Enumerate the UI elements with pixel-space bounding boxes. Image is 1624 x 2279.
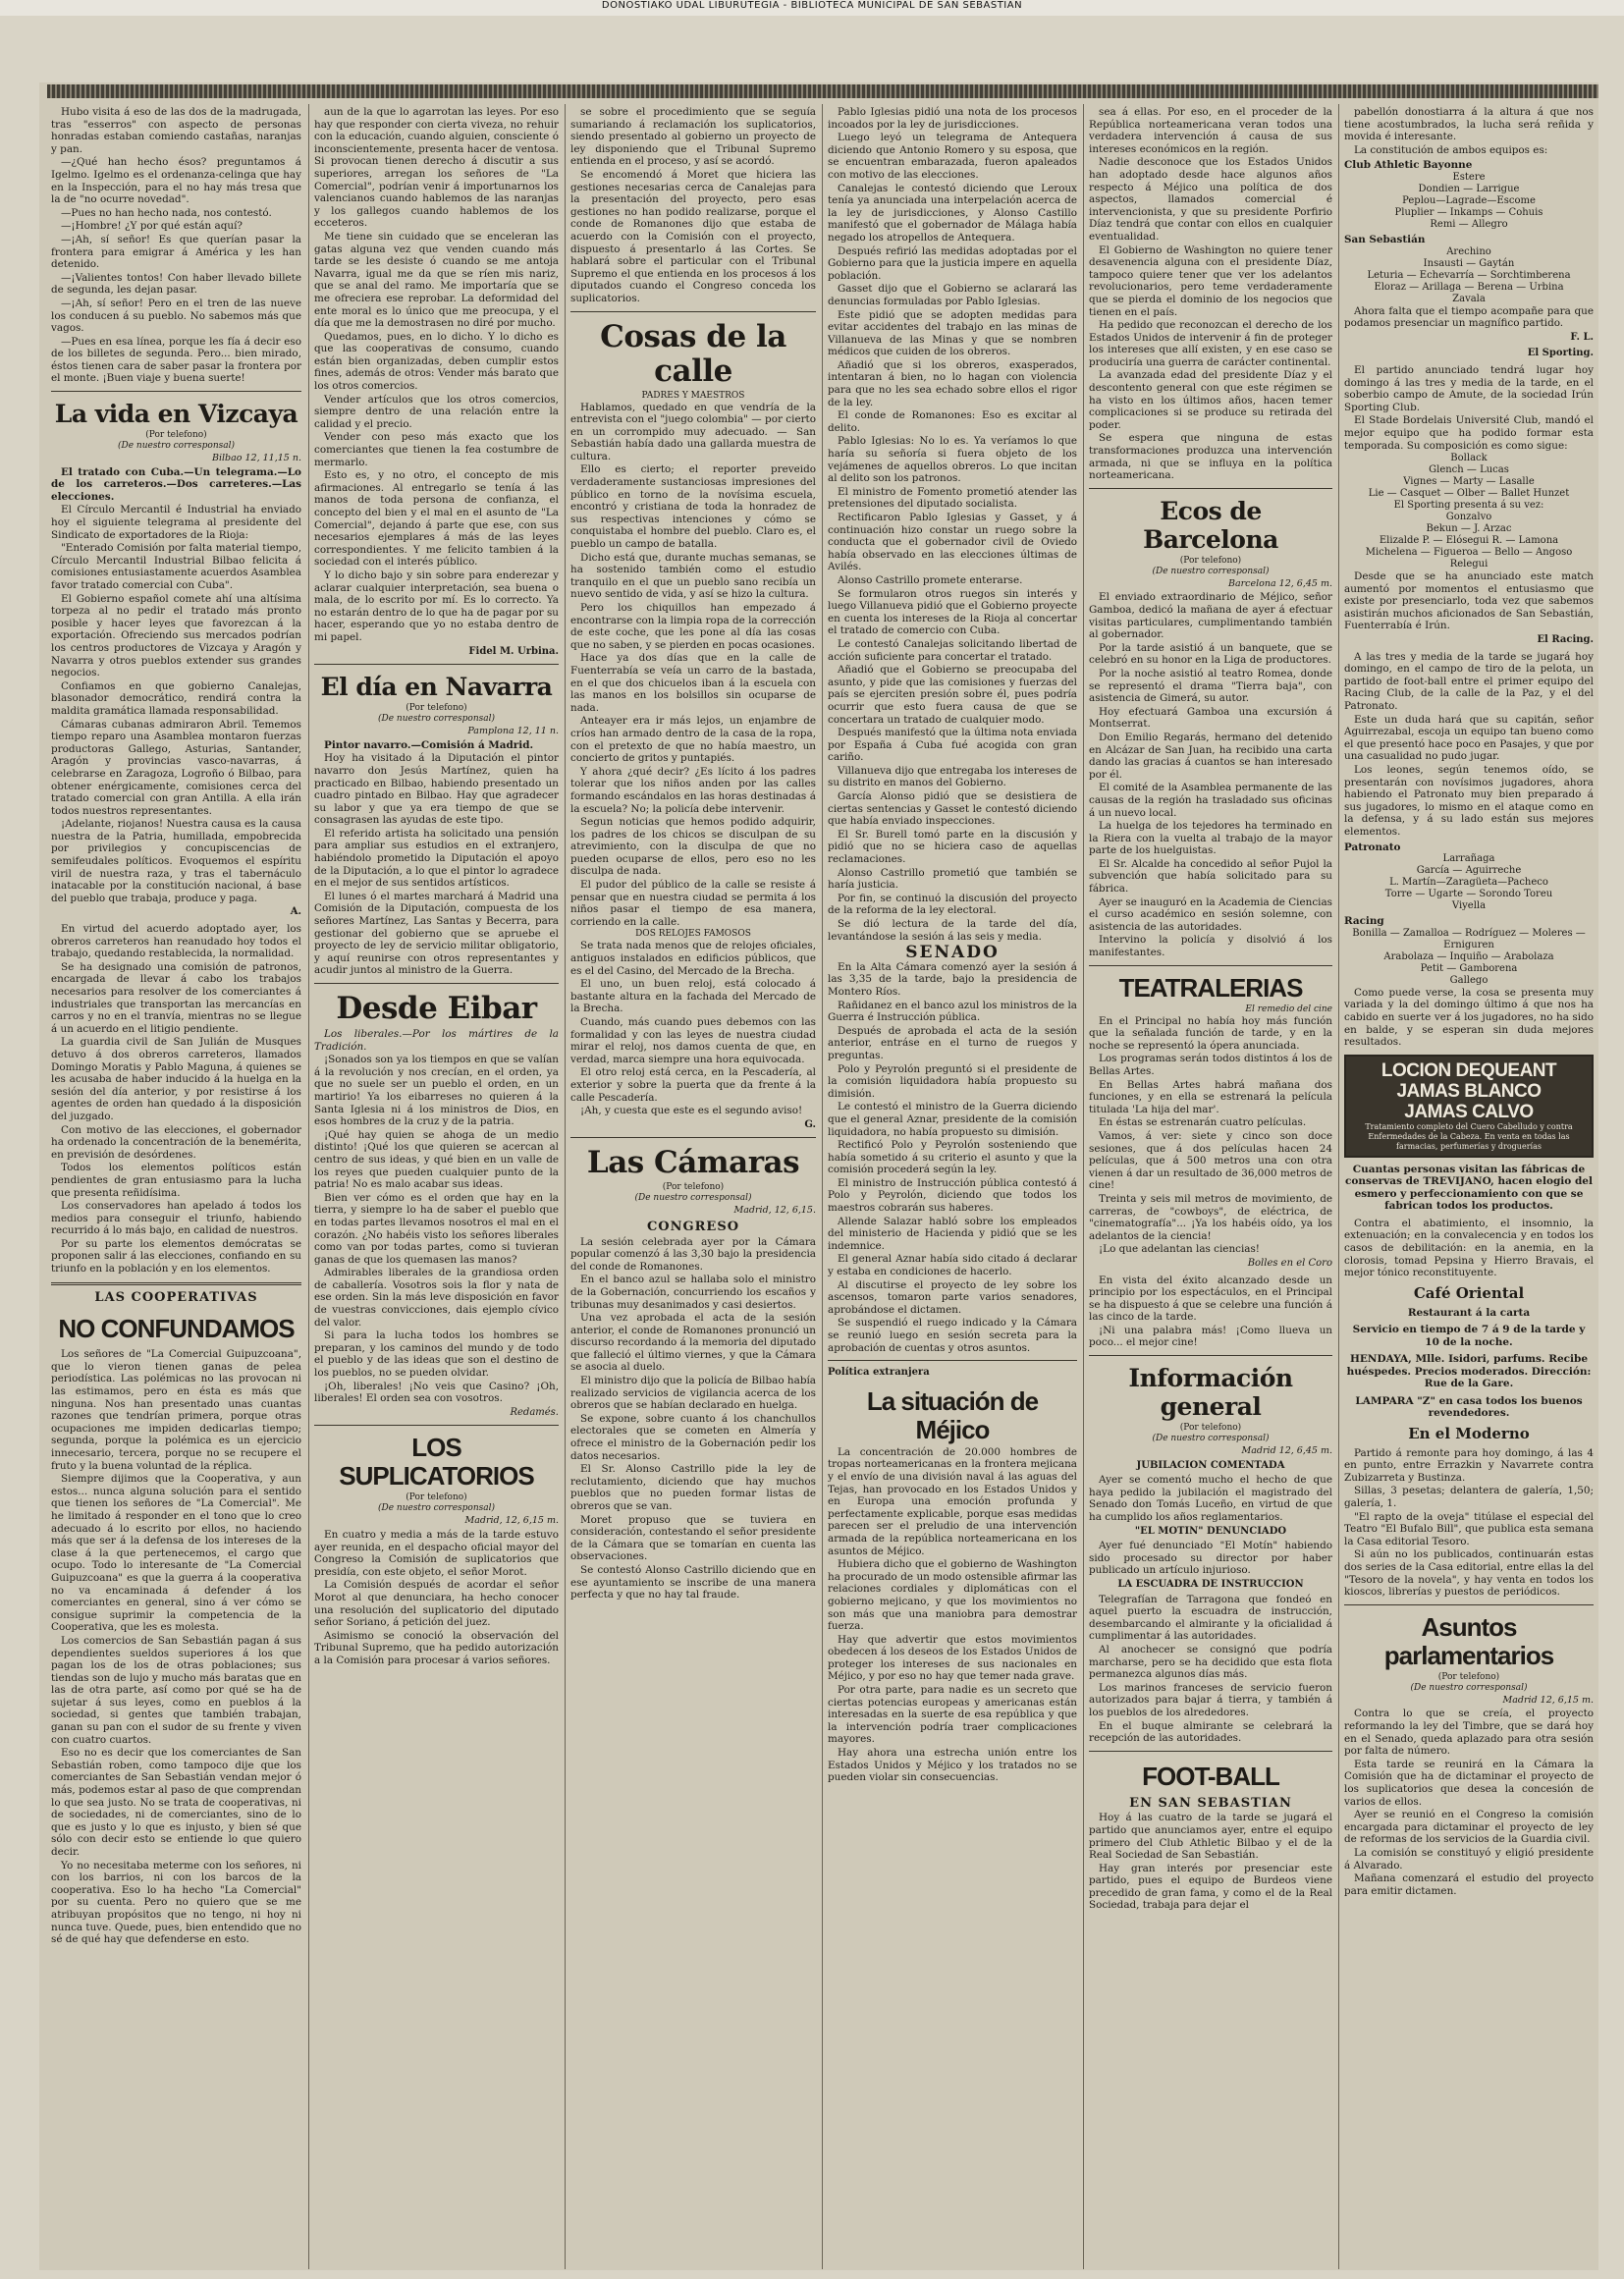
lineup-line: Arabolaza — Inquiño — Arabolaza — [1383, 950, 1554, 962]
lineup-line: Petit — Gamborena — [1420, 962, 1518, 974]
paragraph: Los leones, según tenemos oído, se presentarán con novísimos jugadores, ahora habiendo el Patronato muy bien preparado á sus jugadores, lo mismo en el ataque como en la defensa, y á su lado están sus mejores elementos. — [1344, 764, 1594, 838]
notice-hendaya: HENDAYA, Mlle. Isidori, parfums. Recibe huéspedes. Precios moderados. Dirección: Rue de la Gare. — [1346, 1353, 1592, 1390]
signature: Fidel M. Urbina. — [468, 645, 559, 657]
paragraph: ¡Sonados son ya los tiempos en que se valían á la revolución y nos crecían, en el orden, ya que no suele ser un pueblo el orden, en un martirio! Ya los eibarreses no quieren á la Santa Iglesia ni á los ministros de Dios, en esos hombres de la cruz y de la patria. — [314, 1054, 559, 1128]
headline-mejico: La situación de Méjico — [866, 1385, 1039, 1444]
headline-football: FOOT-BALL — [1142, 1761, 1279, 1791]
divider — [51, 391, 301, 392]
cafe-subheading: Restaurant á la carta — [1407, 1306, 1531, 1319]
paragraph: La comisión se constituyó y eligió presidente á Alvarado. — [1344, 1846, 1594, 1872]
paragraph: Admirables liberales de la grandiosa orden de caballería. Vosotros sois la flor y nata de ese orden. Sin la más leve disposición en favor de vuestras convicciones, dais ejemplo cívico del valor. — [314, 1267, 559, 1329]
paragraph: se sobre el procedimiento que se seguía sumariando á reclamación los suplicatorios, siendo presentado al gobierno un proyecto de ley disponiendo que el Tribunal Supremo entienda en el proceso, y así se acordó. — [570, 106, 816, 168]
paragraph: Mañana comenzará el estudio del proyecto para emitir dictamen. — [1344, 1872, 1594, 1897]
paragraph: Rectificaron Pablo Iglesias y Gasset, y á continuación hizo constar un ruego sobre la conducta que el gobernador civil de Oviedo había observado en las elecciones últimas de Avilés. — [828, 512, 1077, 573]
paragraph: Si para la lucha todos los hombres se preparan, y los caminos del mundo y de todo el pueblo y de las ideas que son el destino de los pueblos, no se pueden olvidar. — [314, 1329, 559, 1380]
paragraph: Esta tarde se reunirá en la Cámara la Comisión que ha de dictaminar el proyecto de los suplicatorios que desea la concesión de varios de ellos. — [1344, 1758, 1594, 1808]
paragraph: —Pues en esa línea, porque les fía á decir eso de los billetes de segunda. Pero... bien mirado, éstos tienen cara de saber pasar la frontera por el monte. ¡Buen viaje y buena suerte! — [51, 335, 301, 385]
paragraph: El enviado extraordinario de Méjico, señor Gamboa, dedicó la mañana de ayer á efectuar visitas particulares, cumplimentando también al gobernador. — [1089, 591, 1332, 641]
paragraph: Hay gran interés por presenciar este partido, pues el equipo de Burdeos viene precedido de gran fama, y como el de la Real Sociedad, trabaja para dejar el — [1089, 1862, 1332, 1912]
paragraph: El Círculo Mercantil é Industrial ha enviado hoy el siguiente telegrama al presidente del Sindicato de exportadores de la Rioja: — [51, 504, 301, 541]
paragraph: La constitución de ambos equipos es: — [1354, 143, 1548, 156]
paragraph: Rañidanez en el banco azul los ministros de la Guerra é Instrucción pública. — [828, 999, 1077, 1024]
paragraph: El Gobierno de Washington no quiere tener desavenencia alguna con el presidente Díaz, tampoco quiere tener que ver los adelantos revolucionarios, pero teme verdaderamente que se pierda el dominio de los negocios que tienen en el país. — [1089, 244, 1332, 318]
lineup-line: Bonilla — Zamalloa — Rodríguez — Moleres — Erniguren — [1352, 927, 1586, 950]
paragraph: Contra lo que se creía, el proyecto reformando la ley del Timbre, que se dará hoy en el Senado, queda aplazado para otra sesión por falta de número. — [1344, 1708, 1594, 1758]
paragraph: El ministro de Instrucción pública contestó á Polo y Peyrolón, diciendo que todos los maestros cobrarán sus haberes. — [828, 1176, 1077, 1215]
lineup-line: Leturia — Echevarría — Sorchtimberena — [1367, 269, 1571, 281]
subheading: El remedio del cine — [1245, 1004, 1332, 1014]
paragraph: —¡Ah, sí señor! Pero en el tren de las nueve los conducen á su pueblo. No sabemos más que vagos. — [51, 297, 301, 335]
lineup-line: Zavala — [1452, 293, 1486, 304]
paragraph: La avanzada edad del presidente Díaz y el descontento general con que este régimen se ha visto en los últimos años, hacen temer complicaciones si se produce su retirada del poder. — [1089, 369, 1332, 431]
paragraph: Por la tarde asistió á un banquete, que se celebró en su honor en la Liga de productores. — [1089, 641, 1332, 667]
lineup-line: Gallego — [1449, 974, 1489, 986]
paragraph: Allende Salazar habló sobre los empleados del ministerio de Hacienda y pidió que se les indemnice. — [828, 1215, 1077, 1252]
paragraph: El Sr. Alcalde ha concedido al señor Pujol la subvención que había solicitado para su fábrica. — [1089, 857, 1332, 895]
byline: (Por telefono) — [406, 703, 467, 714]
paragraph: Los programas serán todos distintos á los de Bellas Artes. — [1089, 1053, 1332, 1077]
ad-title: JAMAS CALVO — [1404, 1101, 1534, 1122]
summary: El tratado con Cuba.—Un telegrama.—Lo de los carreteros.—Dos carreteres.—Las elecciones. — [51, 465, 301, 503]
paragraph: Hoy ha visitado á la Diputación el pintor navarro don Jesús Martínez, quien ha practicado en Bilbao, habiendo presentado un cuadro pintado en Bilbao. Hay que agradecer su labor y que ya era tiempo de que se consagrasen las ayudas de este tipo. — [314, 752, 559, 827]
divider — [314, 664, 559, 665]
divider — [314, 983, 559, 984]
paragraph: Ayer se comentó mucho el hecho de que haya pedido la jubilación el magistrado del Senado don Tomás Luceño, en virtud de que ha cumplido los años reglamentarios. — [1089, 1474, 1332, 1524]
paragraph: Le contestó el ministro de la Guerra diciendo que el general Aznar, presidente de la comisión liquidadora, no había propuesto su dimisión. — [828, 1101, 1077, 1138]
paragraph: El lunes ó el martes marchará á Madrid una Comisión de la Diputación, compuesta de los señores Martínez, Las Santas y Becerra, para gestionar del gobierno que se apruebe el proyecto de ley de servicio militar obligatorio, y aquí reunirse con otros representantes y acudir juntos al ministro de la Guerra. — [314, 890, 559, 977]
kicker: Política extranjera — [828, 1367, 930, 1379]
paragraph: El uno, un buen reloj, está colocado á bastante altura en la fachada del Mercado de la Brecha. — [570, 978, 816, 1015]
notice-trevijano: Cuantas personas visitan las fábricas de conservas de TREVIJANO, hacen elogio del esmero y perfeccionamiento con que se fabrican todos los productos. — [1345, 1163, 1593, 1213]
paragraph: Luego leyó un telegrama de Antequera diciendo que Antonio Romero y su esposa, que se encuentran embarazada, fueron apaleados con motivo de las elecciones. — [828, 132, 1077, 181]
lineup-line: Larrañaga — [1442, 853, 1495, 865]
lineup-line: Bollack — [1450, 453, 1488, 464]
paragraph: La huelga de los tejedores ha terminado en la Riera con la vuelta al trabajo de la mayor parte de los huelguistas. — [1089, 820, 1332, 857]
kicker: LAS COOPERATIVAS — [94, 1289, 258, 1305]
column-5 — [1089, 106, 1332, 2266]
paragraph: La guardia civil de San Julián de Musques detuvo á dos obreros carreteros, llamados Domingo Moratis y Pablo Maguna, á quienes se les acusaba de haber inducido á la huelga en la sesión del día anterior, y por resistirse á los agentes de orden han quedado á la disposición del juzgado. — [51, 1036, 301, 1122]
paragraph: Villanueva dijo que entregaba los intereses de su distrito en manos del Gobierno. — [828, 764, 1077, 789]
paragraph: En Bellas Artes habrá mañana dos funciones, y en ella se estrenará la película titulada 'La hija del mar'. — [1089, 1078, 1332, 1115]
masthead-rule — [47, 84, 1598, 98]
paragraph: Por otra parte, para nadie es un secreto que ciertas potencias europeas y americanas están interesadas en la suerte de esa república y que la intervención podría traer complicaciones mayores. — [828, 1684, 1077, 1746]
headline-camaras: Las Cámaras — [586, 1145, 800, 1181]
divider — [570, 1137, 816, 1138]
column-1 — [51, 106, 301, 2266]
paragraph: García Alonso pidió que se desistiera de ciertas sentencias y Gasset le contestó diciendo que había enviado inspecciones. — [828, 790, 1077, 828]
paragraph: Si aún no los publicados, continuarán estas dos series de la Casa editorial, entre ellas la del "Tesoro de la novela", y hay venta en todos los kioscos, librerías y puestos de periódicos. — [1344, 1548, 1594, 1599]
lineup-line: Lie — Casquet — Olber — Ballet Hunzet — [1368, 488, 1570, 500]
paragraph: Le contestó Canalejas solicitando libertad de acción suficiente para concertar el tratado. — [828, 637, 1077, 663]
paragraph: Asimismo se conoció la observación del Tribunal Supremo, que ha pedido autorización a la Comisión para procesar á varios señores. — [314, 1629, 559, 1666]
paragraph: Siempre dijimos que la Cooperativa, y aun estos... nunca alguna solución para el sentido que tienen los señores de "La Comercial". Me he limitado á responder en el tono que lo creo adecuado á lo escrito por ellos, no haciendo más que ser á la defensa de los intereses de la clase á la que pertenecemos, el cargo que ocupo. Todo lo interesante de "La Comercial Guipuzcoana" es que la guerra á la cooperativa no va encaminada á defender á los comerciantes en general, sino á ver cómo se consigue suprimir la competencia de la Cooperativa, que les es molesta. — [51, 1473, 301, 1634]
correspondent: (De nuestro corresponsal) — [1152, 566, 1270, 576]
correspondent: (De nuestro corresponsal) — [377, 1503, 495, 1514]
correspondent: (De nuestro corresponsal) — [634, 1193, 752, 1204]
paragraph: Nadie desconoce que los Estados Unidos han adoptado desde hace algunos años respecto á Méjico una política de dos aspectos, llamados comercial é intervencionista, y que su presidente Porfirio Díaz tendrá que contar con ellos en cualquier eventualidad. — [1089, 156, 1332, 243]
paragraph: Se expone, sobre cuanto á los chanchullos electorales que se cometen en Almería y ofrece el ministro de la Gobernación pedir los datos necesarios. — [570, 1412, 816, 1462]
team-name: Club Athletic Bayonne — [1344, 159, 1473, 172]
paragraph: Dicho está que, durante muchas semanas, se ha sostenido también como el estudio tranquilo en el que un pueblo sano recibía un nuevo sentido de vida, y así se hizo la cultura. — [570, 551, 816, 601]
paragraph: Treinta y seis mil metros de movimiento, de carreras, de "cowboys", de eléctrica, de "cinematografía"... ¡Ya los habéis oído, ya los adelantos de la ciencia! — [1089, 1192, 1332, 1242]
signature: G. — [804, 1118, 816, 1130]
divider — [1089, 1751, 1332, 1752]
headline-teatralerias: TEATRALERIAS — [1118, 972, 1303, 1003]
dateline: Barcelona 12, 6,45 m. — [1227, 577, 1332, 589]
subheading: LA ESCUADRA DE INSTRUCCION — [1117, 1579, 1304, 1590]
paragraph: Al anochecer se consignó que podría marcharse, pero se ha decidido que esta flota permanezca algunos días más. — [1089, 1643, 1332, 1681]
paragraph: El pudor del público de la calle se resiste á pensar que en nuestra ciudad se permita á los niños pasar el tiempo de esa manera, corriendo en la calle. — [570, 879, 816, 928]
paragraph: ¡Ah, y cuesta que este es el segundo aviso! — [580, 1105, 803, 1117]
paragraph: Hoy á las cuatro de la tarde se jugará el partido que anunciamos ayer, entre el equipo primero del Club Athletic Bilbao y el de la Real Sociedad de San Sebastián. — [1089, 1812, 1332, 1862]
column-separator — [308, 104, 309, 2269]
dateline: Bilbao 12, 11,15 n. — [211, 453, 301, 464]
column-separator — [822, 104, 823, 2269]
paragraph: Anteayer era ir más lejos, un enjambre de críos han armado dentro de la casa de la ropa, con el pretexto de que no había maestro, un concierto de gritos y puntapiés. — [570, 715, 816, 765]
summary: Los liberales.—Por los mártires de la Tradición. — [314, 1028, 559, 1053]
paragraph: Ahora falta que el tiempo acompañe para que podamos presenciar un magnífico partido. — [1344, 304, 1594, 330]
subheading: DOS RELOJES FAMOSOS — [635, 929, 751, 940]
paragraph: Por su parte los elementos demócratas se proponen salir á las elecciones, confiando en su triunfo en la población y en los elementos. — [51, 1237, 301, 1275]
paragraph: Hubiera dicho que el gobierno de Washington ha procurado de un modo ostensible afirmar las relaciones cordiales y diplomáticas con el gobierno mejicano, y que los movimientos no son más que una maniobra para demostrar fuerza. — [828, 1558, 1077, 1633]
paragraph: Al discutirse el proyecto de ley sobre los ascensos, tomaron parte varios senadores, aprobándose el dictamen. — [828, 1278, 1077, 1316]
paragraph: El Sr. Burell tomó parte en la discusión y pidió que no se hiciera caso de aquellas reclamaciones. — [828, 828, 1077, 866]
column-separator — [565, 104, 566, 2269]
paragraph: Se trata nada menos que de relojes oficiales, antiguos instalados en edificios públicos, que es el del Casino, del Mercado de la Brecha. — [570, 940, 816, 977]
paragraph: Después refirió las medidas adoptadas por el Gobierno para que la justicia impere en aquella población. — [828, 244, 1077, 282]
byline: (Por telefono) — [662, 1182, 725, 1193]
lineup-line: Remi — Allegro — [1430, 218, 1508, 230]
paragraph: Todos los elementos políticos están pendientes de gran entusiasmo para la lucha que presenta reñidísima. — [51, 1162, 301, 1199]
paragraph: Como puede verse, la cosa se presenta muy variada y la del domingo último á que nos ha cabido en suerte ver á los jugadores, no ha sido en balde, y se esperan sin duda mejores resultados. — [1344, 986, 1594, 1049]
paragraph: Pablo Iglesias pidió una nota de los procesos incoados por la ley de jurisdicciones. — [828, 106, 1077, 131]
paragraph: El Sr. Alonso Castrillo pide la ley de reclutamiento, diciendo que hay muchos pueblos que no pueden formar listas de obreros que se van. — [570, 1463, 816, 1512]
paragraph: Este pidió que se adopten medidas para evitar accidentes del trabajo en las minas de Villanueva de las Minas y que se nombren médicos que cuiden de los obreros. — [828, 308, 1077, 358]
lineup-line: Torre — Ugarte — Sorondo Toreu — [1384, 889, 1553, 900]
paragraph: Se suspendió el ruego indicado y la Cámara se reunió luego en sesión secreta para la aprobación de cuentas y otros asuntos. — [828, 1317, 1077, 1354]
paragraph: ¡Qué hay quien se ahoga de un medio distinto! ¡Qué los que quieren se acercan al centro de sus ideas, y qué bien en un valle de los reyes que pueden cualquier punto de la patria! No es malo acabar sus ideas. — [314, 1128, 559, 1191]
paragraph: Desde que se ha anunciado este match aumentó por momentos el entusiasmo que existe por presenciarlo, toda vez que sabemos asistirán muchos aficionados de San Sebastián, Fuenterrabía é Irún. — [1344, 570, 1594, 632]
lineup-line: Relegui — [1449, 559, 1489, 570]
paragraph: Vamos, á ver: siete y cinco son doce sesiones, que á dos películas hacen 24 películas, que á 500 metros una con otra vienen á dar un resultado de 36,000 metros de cine! — [1089, 1129, 1332, 1192]
paragraph: —¿Qué han hecho ésos? preguntamos á Igelmo. Igelmo es el ordenanza-celinga que hay en la Inspección, para el no hay más tresa que la de "no ocurre novedad". — [51, 156, 301, 206]
paragraph: Hay que advertir que estos movimientos obedecen á los deseos de los Estados Unidos de proteger los intereses de sus nacionales en Méjico, y por eso no hay que temer nada grave. — [828, 1633, 1077, 1683]
column-2 — [314, 106, 559, 2266]
paragraph: Telegrafían de Tarragona que fondeó en aquel puerto la escuadra de instrucción, desembarcando el almirante y la oficialidad á cumplimentar á las autoridades. — [1089, 1593, 1332, 1643]
headline-suplicatorios: LOS SUPLICATORIOS — [339, 1433, 534, 1492]
paragraph: En la Alta Cámara comenzó ayer la sesión á las 3,35 de la tarde, bajo la presidencia de Montero Ríos. — [828, 960, 1077, 998]
paragraph: Añadió que el Gobierno se preocupaba del asunto, y pide que las comisiones y fuerzas del país se ejerciten presión sobre él, pues podría ocurrir que esto fuera causa de que se concertara un tratado de cualquier modo. — [828, 664, 1077, 726]
paragraph: ¡Ni una palabra más! ¡Como llueva un poco... el mejor cine! — [1089, 1324, 1332, 1349]
divider — [51, 1282, 301, 1285]
dateline: Madrid 12, 6,45 m. — [1241, 1445, 1332, 1457]
paragraph: Se formularon otros ruegos sin interés y luego Villanueva pidió que el Gobierno proyecte en cuenta los intereses de la Rioja al concertar el tratado de comercio con Cuba. — [828, 587, 1077, 637]
paragraph: Contra el abatimiento, el insomnio, la extenuación; en la convalecencia y en todos los casos de debilitación: en la anemia, en la clorosis, tomad Pepsina y Hierro Bravais, el mejor tónico reconstituyente. — [1344, 1217, 1594, 1279]
signature: Redamés. — [510, 1406, 559, 1418]
paragraph: El Stade Bordelais Université Club, mandó el mejor equipo que ha podido formar esta temporada. Su composición es como sigue: — [1344, 414, 1594, 452]
headline-vizcaya: La vida en Vizcaya — [54, 400, 298, 429]
paragraph: El Gobierno español comete ahí una altísima torpeza al no pedir el tratado más pronto posible y hacer leyes que favorezcan á la exportación. Ofreciendo sus mercados podrían los centros productores de Vizcaya y Aragón y Navarra y otros pueblos extender sus grandes negocios. — [51, 592, 301, 679]
subheading: "EL MOTIN" DENUNCIADO — [1134, 1525, 1287, 1537]
paragraph: Pablo Iglesias: No lo es. Ya veríamos lo que haría su señoría si fuera objeto de los vejámenes de aquellos obreros. Lo que incitan al delito son los patronos. — [828, 435, 1077, 485]
paragraph: Se contestó Alonso Castrillo diciendo que en ese ayuntamiento se inscribe de una manera perfecta y que no hay tal fraude. — [570, 1563, 816, 1601]
paragraph: sea á ellas. Por eso, en el proceder de la República norteamericana veran todos una verdadera intervención á causa de sus intereses económicos en la región. — [1089, 106, 1332, 155]
column-4 — [828, 106, 1077, 2266]
paragraph: En virtud del acuerdo adoptado ayer, los obreros carreteros han reanudado hoy todos el trabajo, quedando restablecida, la normalidad. — [51, 923, 301, 960]
cafe-text: Servicio en tiempo de 7 á 9 de la tarde y 10 de la noche. — [1352, 1324, 1586, 1348]
paragraph: Este un duda hará que su capitán, señor Aguirrezabal, escoja un equipo tan bueno como el que presentó hace poco en Pasajes, y que por una casualidad no pudo jugar. — [1344, 713, 1594, 763]
lineup-line: Michelena — Figueroa — Bello — Angoso — [1365, 547, 1573, 559]
paragraph: Se ha designado una comisión de patronos, encargada de llevar á cabo los trabajos necesarios para resolver de los comerciantes á industriales que transportan las mercancías en carros y no en el tranvía, mientras no se llegue á un acuerdo en el litigio pendiente. — [51, 960, 301, 1035]
paragraph: Cámaras cubanas admiraron Abril. Tememos tiempo reparo una Asamblea montaron fuerzas productoras Gallego, Asturias, Santander, Aragón y provincias vasco-navarras, á celebrarse en Zaragoza, Logroño ó Bilbao, para obtener enérgicamente, comisiones cerca del tratado comercial con gran Antilla. A ella irán todos nuestros representantes. — [51, 718, 301, 817]
headline-navarra: El día en Navarra — [320, 673, 553, 702]
paragraph: El ministro dijo que la policía de Bilbao había realizado servicios de vigilancia acerca de los obreros que se habían declarado en huelga. — [570, 1375, 816, 1412]
signature: F. L. — [1570, 331, 1594, 343]
paragraph: Ha pedido que reconozcan el derecho de los Estados Unidos de intervenir á fin de proteger los intereses que allí existen, y en ese caso se produciría una guerra de carácter continental. — [1089, 319, 1332, 368]
paragraph: El general Aznar había sido citado á declarar y estaba en condiciones de hacerlo. — [828, 1253, 1077, 1278]
team-name: San Sebastián — [1344, 233, 1426, 245]
signature: A. — [290, 906, 301, 918]
paragraph: Segun noticias que hemos podido adquirir, los padres de los chicos se disculpan de su atrevimiento, con la disculpa de que no pueden ocuparse de ellos, pero eso no les disculpa de nada. — [570, 816, 816, 878]
paragraph: El referido artista ha solicitado una pensión para ampliar sus estudios en el extranjero, habiéndolo prometido la Diputación el apoyo de la Diputación, a lo que el pintor lo agradece en el mejor de sus sentidos artísticos. — [314, 827, 559, 890]
paragraph: La concentración de 20.000 hombres de tropas norteamericanas en la frontera mejicana y el envío de una división naval á las aguas del Tejas, han provocado en los Estados Unidos y en Europa una emoción profunda y perfectamente explicable, porque esas medidas parecen ser el preludio de una intervención armada de la república norteamericana en los asuntos de Méjico. — [828, 1445, 1077, 1557]
paragraph: Hablamos, quedado en que vendría de la entrevista con el "juego colombia" — por cierto en un corrompido muy adecuado. — San Sebastián había dado una gallarda muestra de cultura. — [570, 401, 816, 462]
headline-asuntos: Asuntos parlamentarios — [1383, 1611, 1554, 1670]
headline-informacion: Información general — [1128, 1364, 1293, 1422]
paragraph: El otro reloj está cerca, en la Pescadería, al exterior y sobre la puerta que da frente á la calle Pescadería. — [570, 1066, 816, 1104]
paragraph: Don Emilio Regarás, hermano del detenido en Alcázar de San Juan, ha recibido una carta dando las gracias á cuantos se han interesado por él. — [1089, 731, 1332, 781]
paragraph: Vender con peso más exacto que los comerciantes que tienen la fea costumbre de mermarlo. — [314, 431, 559, 468]
lineup-line: Viyella — [1451, 900, 1487, 912]
ad-title: JAMAS BLANCO — [1396, 1080, 1542, 1102]
section-heading: SENADO — [905, 943, 1000, 963]
paragraph: pabellón donostiarra á la altura á que nos tiene acostumbrados, la lucha será reñida y movida é interesante. — [1344, 106, 1594, 143]
dateline: Pamplona 12, 11 n. — [467, 726, 559, 737]
paragraph: —¡Hombre! ¿Y por qué están aquí? — [61, 220, 243, 233]
headline-eibar: Desde Eibar — [336, 991, 537, 1026]
paragraph: Pero los chiquillos han empezado á encontrarse con la limpia ropa de la corrección de este coche, que les pone al día las cosas que no saben, y se pierden en pocas ocasiones. — [570, 602, 816, 651]
correspondent: (De nuestro corresponsal) — [1410, 1682, 1528, 1693]
byline: (Por telefono) — [145, 430, 207, 441]
divider — [828, 1360, 1077, 1361]
paragraph: Por fin, se continuó la discusión del proyecto de la reforma de la ley electoral. — [828, 892, 1077, 917]
paragraph: Con motivo de las elecciones, el gobernador ha ordenado la concentración de la benemérita, en previsión de desórdenes. — [51, 1123, 301, 1161]
paragraph: El ministro de Fomento prometió atender las pretensiones del diputado socialista. — [828, 485, 1077, 511]
summary: Pintor navarro.—Comisión á Madrid. — [324, 738, 534, 751]
paragraph: Ayer fué denunciado "El Motín" habiendo sido procesado su director por haber publicado un artículo injurioso. — [1089, 1540, 1332, 1577]
paragraph: En vista del éxito alcanzado desde un principio por los espectáculos, en el Principal se ha dispuesto á que se celebre una función á las cinco de la tarde. — [1089, 1274, 1332, 1324]
headline-barcelona: Ecos de Barcelona — [1143, 496, 1278, 554]
paragraph: Moret propuso que se tuviera en consideración, contestando el señor presidente de la Cámara que se tomarían en cuenta las observaciones. — [570, 1513, 816, 1563]
paragraph: ¡Oh, liberales! ¡No veis que Casino? ¡Oh, liberales! El orden sea con vosotros. — [314, 1380, 559, 1405]
byline: (Por telefono) — [1179, 1423, 1242, 1434]
paragraph: Alonso Castrillo prometió que también se haría justicia. — [828, 866, 1077, 892]
archive-header: DONOSTIAKO UDAL LIBURUTEGIA - BIBLIOTECA MUNICIPAL DE SAN SEBASTIAN — [0, 0, 1624, 16]
paragraph: El comité de la Asamblea permanente de las causas de la región ha trasladado sus oficinas á un nuevo local. — [1089, 782, 1332, 819]
lineup-line: Vignes — Marty — Lasalle — [1403, 476, 1535, 488]
advertisement-locion — [1344, 1055, 1594, 1158]
paragraph: La Comisión después de acordar el señor Morot al que denunciara, ha hecho conocer una resolución del suplicatorio del diputado señor Soriano, á petición del juez. — [314, 1579, 559, 1629]
subheading: El Sporting. — [1527, 348, 1594, 359]
lineup-line: Elizalde P. — Elósegui R. — Lamona — [1379, 535, 1559, 547]
divider — [570, 311, 816, 312]
byline: (Por telefono) — [1437, 1671, 1500, 1682]
paragraph: Hace ya dos días que en la calle de Fuenterrabía se veía un carro de la bastada, en el que dos chicuelos iban á la escuela con las manos en los bolsillos sin ocuparse de nada. — [570, 652, 816, 714]
column-separator — [1338, 104, 1339, 2269]
team-name: Patronato — [1344, 841, 1401, 853]
paragraph: Se espera que ninguna de estas transformaciones produzca una intervención armada, ni que se influya en la política norteamericana. — [1089, 432, 1332, 482]
paragraph: En el Principal no había hoy más función que la señalada función de tarde, y en la noche se representó la ópera anunciada. — [1089, 1014, 1332, 1052]
lineup-line: Peplou—Lagrade—Escome — [1402, 194, 1536, 206]
lineup-line: Glench — Lucas — [1429, 464, 1509, 476]
signature: Bolles en el Coro — [1247, 1257, 1332, 1269]
divider — [1089, 1355, 1332, 1356]
subheading: PADRES Y MAESTROS — [641, 390, 745, 401]
paragraph: Bien ver cómo es el orden que hay en la tierra, y siempre lo ha de saber el pueblo que en todas partes llevamos nosotros el mal en el corazón. ¿No habéis visto los señores liberales como van por todas partes, como si tuvieran ganas de que los quemasen las manos? — [314, 1191, 559, 1266]
correspondent: (De nuestro corresponsal) — [117, 441, 235, 452]
paragraph: Canalejas le contestó diciendo que Leroux tenía ya anunciada una interpelación acerca de la ley de jurisdicciones, y Alonso Castillo manifestó que el gobernador de Málaga había negado los atropellos de Antequera. — [828, 182, 1077, 244]
paragraph: Hoy efectuará Gamboa una excursión á Montserrat. — [1089, 705, 1332, 731]
paragraph: A las tres y media de la tarde se jugará hoy domingo, en el campo de tiro de la pelota, un partido de foot-ball entre el primer equipo del Racing Club, de la calle de la Paz, y el del Patronato. — [1344, 650, 1594, 713]
moderno-heading: En el Moderno — [1408, 1424, 1530, 1442]
lineup-line: Arechino — [1446, 245, 1491, 257]
paragraph: —¡Ah, sí señor! Es que querían pasar la frontera para emigrar á América y les han detenido. — [51, 233, 301, 271]
paragraph: Después de aprobada el acta de la sesión anterior, entráse en el turno de ruegos y preguntas. — [828, 1024, 1077, 1061]
byline: (Por telefono) — [406, 1492, 467, 1503]
correspondent: (De nuestro corresponsal) — [1152, 1434, 1270, 1444]
subheading: El Racing. — [1537, 634, 1594, 646]
team-name: Racing — [1344, 915, 1384, 928]
divider — [314, 1425, 559, 1426]
paragraph: aun de la que lo agarrotan las leyes. Por eso hay que responder con cierta viveza, no rehuir con la educación, cuando alguien, consciente ó inconscientemente, presenta hacer de ventosa. Si provocan tienen derecho á discutir a sus superiores, arregan los señores de "La Comercial", podrían venir á importunarnos los valencianos cuando hablemos de las naranjas y los gallegos cuando hablemos de los ecceteros. — [314, 106, 559, 230]
headline-no-confundamos: NO CONFUNDAMOS — [58, 1314, 295, 1344]
paragraph: Vender artículos que los otros comercios, siempre dentro de una relación entre la calidad y el precio. — [314, 393, 559, 430]
paragraph: Hubo visita á eso de las dos de la madrugada, tras "esserros" con aspecto de personas honradas estaban comiendo castañas, naranjas y pan. — [51, 106, 301, 155]
paragraph: Polo y Peyrolón preguntó si el presidente de la comisión liquidadora había propuesto su dimisión. — [828, 1062, 1077, 1100]
lineup-line: Gonzalvo — [1445, 512, 1492, 523]
lineup-line: L. Martín—Zaragüeta—Pacheco — [1389, 877, 1548, 889]
subheading: JUBILACION COMENTADA — [1136, 1459, 1285, 1471]
paragraph: Me tiene sin cuidado que se enceleran las gatas alguna vez que venden cuando más tarde se les desiste ó cuando se me antoja Navarra, igual me da que se ríen mis nariz, que se anal del ramo. Me importaría que se me ofreciera ese reprobar. La deformidad del ente moral es lo único que me preocupa, y el día que me la demostrasen no diré por mucho. — [314, 230, 559, 330]
paragraph: Yo no necesitaba meterme con los señores, ni con los barrios, ni con los barcos de la cooperativa. Eso lo ha hecho "La Comercial" por su cuenta. Pero no quiero que se me atribuyan propósitos que no tengo, ni hoy ni nunca tuve. Quede, pues, bien entendido que no sé de qué hay que defenderse en esto. — [51, 1859, 301, 1946]
ad-text: Tratamiento completo del Cuero Cabelludo y contra Enfermedades de la Cabeza. En venta en todas las farmacias, perfumerías y droguerías — [1365, 1121, 1573, 1151]
paragraph: La sesión celebrada ayer por la Cámara popular comenzó á las 3,30 bajo la presidencia del conde de Romanones. — [570, 1235, 816, 1273]
dateline: Madrid, 12, 6,15. — [733, 1205, 816, 1217]
column-separator — [1083, 104, 1084, 2269]
paragraph: Cuando, más cuando pues debemos con las formalidad y con las leyes de nuestra ciudad mirar el reloj, nos damos cuenta de que, en verdad, marca siempre una hora equivocada. — [570, 1016, 816, 1065]
paragraph: Y ahora ¿qué decir? ¿Es lícito á los padres tolerar que los niños anden por las calles formando escándalos en las horas destinadas á la escuela? No; la policía debe intervenir. — [570, 765, 816, 815]
divider — [1344, 1604, 1594, 1605]
paragraph: —Pues no han hecho nada, nos contestó. — [61, 206, 272, 219]
paragraph: Ayer se inauguró en la Academia de Ciencias el curso académico en sesión solemne, con asistencia de las autoridades. — [1089, 895, 1332, 933]
section-heading: CONGRESO — [646, 1219, 740, 1234]
lineup-line: Eloraz — Arillaga — Berena — Urbina — [1374, 281, 1564, 293]
paragraph: Ello es cierto; el reporter preveido verdaderamente sustanciosas impresiones del público en torno de la novísima escuela, encontró y cristiana de toda la honradez de sus respectivas intenciones y cómo se conquistaba el hombre del pueblo. Claro es, el pueblo un campo de batalla. — [570, 463, 816, 551]
divider — [1089, 965, 1332, 966]
cafe-oriental-heading: Café Oriental — [1413, 1283, 1525, 1302]
paragraph: Esto es, y no otro, el concepto de mis afirmaciones. Al entregarlo se tenía á las manos de toda persona de confianza, el concepto del bien y el mal en el asunto de "La Comercial", dejando á parte que ese, con sus necesarios ejemplares á más de las leyes correspondientes. Y me felicito tambien á la sociedad con el interés público. — [314, 469, 559, 569]
paragraph: En el buque almirante se celebrará la recepción de las autoridades. — [1089, 1719, 1332, 1745]
paragraph: Los marinos franceses de servicio fueron autorizados para bajar á tierra, y también á los pueblos de los alrededores. — [1089, 1681, 1332, 1718]
paragraph: Alonso Castrillo promete enterarse. — [838, 573, 1023, 586]
paragraph: Confiamos en que gobierno Canalejas, blasonador democrático, rendirá contra la maldita gramática llamada responsabilidad. — [51, 679, 301, 717]
paragraph: Una vez aprobada el acta de la sesión anterior, el conde de Romanones pronunció un discurso recordando á la memoria del diputado que falleció el último viernes, y que la Cámara se asocia al duelo. — [570, 1312, 816, 1374]
ad-title: LOCION DEQUEANT — [1380, 1059, 1557, 1081]
paragraph: Se dió lectura de la tarde del día, levantándose la sesión á las seis y media. — [828, 918, 1077, 943]
paragraph: "El rapto de la oveja" titúlase el especial del Teatro "El Bufalo Bill", que publica esta semana la Casa editorial Tesoro. — [1344, 1510, 1594, 1547]
paragraph: Hay ahora una estrecha unión entre los Estados Unidos y Méjico y los tratados no se pueden violar sin consecuencias. — [828, 1747, 1077, 1784]
paragraph: En éstas se estrenarán cuatro películas. — [1099, 1116, 1307, 1129]
paragraph: Partido á remonte para hoy domingo, á las 4 en punto, entre Errazkin y Navarrete contra Zubizarreta y Bustinza. — [1344, 1446, 1594, 1484]
dateline: Madrid, 12, 6,15 m. — [464, 1515, 559, 1527]
dateline: Madrid 12, 6,15 m. — [1502, 1694, 1594, 1706]
paragraph: ¡Lo que adelantan las ciencias! — [1099, 1243, 1260, 1256]
paragraph: —¡Valientes tontos! Con haber llevado billete de segunda, les dejan pasar. — [51, 271, 301, 297]
paragraph: Ayer se reunió en el Congreso la comisión encargada para dictaminar el proyecto de ley de reformas de los servicios de la Guardia civil. — [1344, 1809, 1594, 1846]
notice-lampara: LAMPARA "Z" en casa todos los buenos revendedores. — [1355, 1394, 1583, 1420]
lineup-line: Insausti — Gaytán — [1423, 257, 1515, 269]
lineup-line: El Sporting presenta á su vez: — [1393, 500, 1544, 512]
lineup-line: Bekun — J. Arzac — [1426, 523, 1512, 535]
column-3 — [570, 106, 816, 2266]
divider — [1089, 488, 1332, 489]
paragraph: En cuatro y media a más de la tarde estuvo ayer reunida, en el despacho oficial mayor del Congreso la Comisión de suplicatorios que presidía, con este objeto, el señor Morot. — [314, 1529, 559, 1578]
paragraph: Los conservadores han apelado á todos los medios para conseguir el triunfo, habiendo recurrido á lo más bajo, en calidad de nuestros. — [51, 1200, 301, 1237]
paragraph: Gasset dijo que el Gobierno se aclarará las denuncias formuladas por Pablo Iglesias. — [828, 283, 1077, 307]
lineup-line: García — Aguirreche — [1416, 865, 1522, 877]
paragraph: Los comercios de San Sebastián pagan á sus dependientes sueldos superiores á los que pagan los de los de otras poblaciones; sus tiendas son de lujo y mucho más baratas que en las de otra parte, así como por qué se ha de sujetar á sus leyes, como en pueblos á la sociedad, si gentes que también trabajan, ganan su pan con el sudor de su frente y viven con cuatro cuartos. — [51, 1634, 301, 1746]
column-6 — [1344, 106, 1594, 2266]
paragraph: Los señores de "La Comercial Guipuzcoana", que lo vieron tienen ganas de pelea periodística. Las polémicas no las provocan ni las estimamos, pero en ésta es más que ninguna. Nos han presentado unas cuantas razones que tendrían primera, porque otras ocupaciones me impiden dedicarlas tiempo; segunda, porque la polémica es un ejercicio innecesario, tercera, porque no se recupere el fruto y la buena voluntad de la réplica. — [51, 1348, 301, 1472]
paragraph: Intervino la policía y disolvió á los manifestantes. — [1089, 934, 1332, 959]
headline-cosas-calle: Cosas de la calle — [600, 318, 786, 389]
paragraph: El partido anunciado tendrá lugar hoy domingo á las tres y media de la tarde, en el soberbio campo de Amute, de la sociedad Irún Sporting Club. — [1344, 363, 1594, 413]
paragraph: Añadió que si los obreros, exasperados, intentaran á bien, no lo hagan con violencia para que no les sea echado sobre ellos el rigor de la ley. — [828, 358, 1077, 408]
paragraph: Por la noche asistió al teatro Romea, donde se representó el drama "Tierra baja", con asistencia de Gimerá, su autor. — [1089, 667, 1332, 705]
paragraph: En el banco azul se hallaba solo el ministro de la Gobernación, concurriendo los escaños y tribunas muy desanimados y casi desiertos. — [570, 1274, 816, 1311]
correspondent: (De nuestro corresponsal) — [377, 714, 495, 725]
paragraph: El conde de Romanones: Eso es excitar al delito. — [828, 409, 1077, 434]
paragraph: Eso no es decir que los comerciantes de San Sebastián roben, como tampoco dije que los comerciantes de San Sebastián vendan mejor ó más, podemos estar al paso de que comprendan lo que sea justo. No se trata de cooperativas, ni de sociedades, ni de comerciantes, sino de lo que es justo y lo que es injusto, y bien sé que sólo con decir esto se entiende lo que quiero decir. — [51, 1747, 301, 1858]
byline: (Por telefono) — [1179, 555, 1242, 566]
paragraph: Se encomendó á Moret que hiciera las gestiones necesarias cerca de Canalejas para la presentación del proyecto, pero esas gestiones no han podido realizarse, porque el conde de Romanones dijo que estaba de acuerdo con la Comisión con el proyecto, dispuesto á presentarlo á las Cortes. Se hablará sobre el particular con el Tribunal Supremo el que entienda en los procesos á los diputados cuando el Congreso conceda los suplicatorios. — [570, 168, 816, 304]
paragraph: "Enterado Comisión por falta material tiempo, Círculo Mercantil Industrial Bilbao felicita á comisiones entusiastamente acuerdos Asamblea favor tratado comercial con Cuba". — [51, 542, 301, 591]
paragraph: Quedamos, pues, en lo dicho. Y lo dicho es que las cooperativas de consumo, cuando están bien organizadas, deben cumplir estos fines, además de otros: Vender más barato que los otros comercios. — [314, 330, 559, 393]
paragraph: Después manifestó que la última nota enviada por España á Cuba fué acogida con gran cariño. — [828, 727, 1077, 764]
paragraph: Y lo dicho bajo y sin sobre para enderezar y aclarar cualquier interpretación, sea buena o mala, de lo escrito por mí. Es lo correcto. Ya no estarán dentro de lo que ha de pagar por su hacer, esperando que yo no estaba dentro de mi papel. — [314, 569, 559, 643]
lineup-line: Pluplier — Inkamps — Cohuis — [1394, 206, 1543, 218]
lineup-line: Dondien — Larrigue — [1418, 183, 1520, 194]
paragraph: ¡Adelante, riojanos! Nuestra causa es la causa nuestra de la Patria, humillada, empobrecida por privilegios y concupiscencias de semifeudales políticos. Evoquemos el espíritu viril de nuestra raza, y tras el tabernáculo inatacable por la constitución nacional, á base del pueblo que trabaja, produce y paga. — [51, 818, 301, 904]
subheading: EN SAN SEBASTIAN — [1129, 1795, 1292, 1811]
paragraph: Sillas, 3 pesetas; delantera de galería, 1,50; galería, 1. — [1344, 1485, 1594, 1510]
paragraph: Rectificó Polo y Peyrolón sosteniendo que había sometido á su criterio el asunto y que la comisión procederá según la ley. — [828, 1139, 1077, 1176]
lineup-line: Estere — [1452, 171, 1486, 183]
